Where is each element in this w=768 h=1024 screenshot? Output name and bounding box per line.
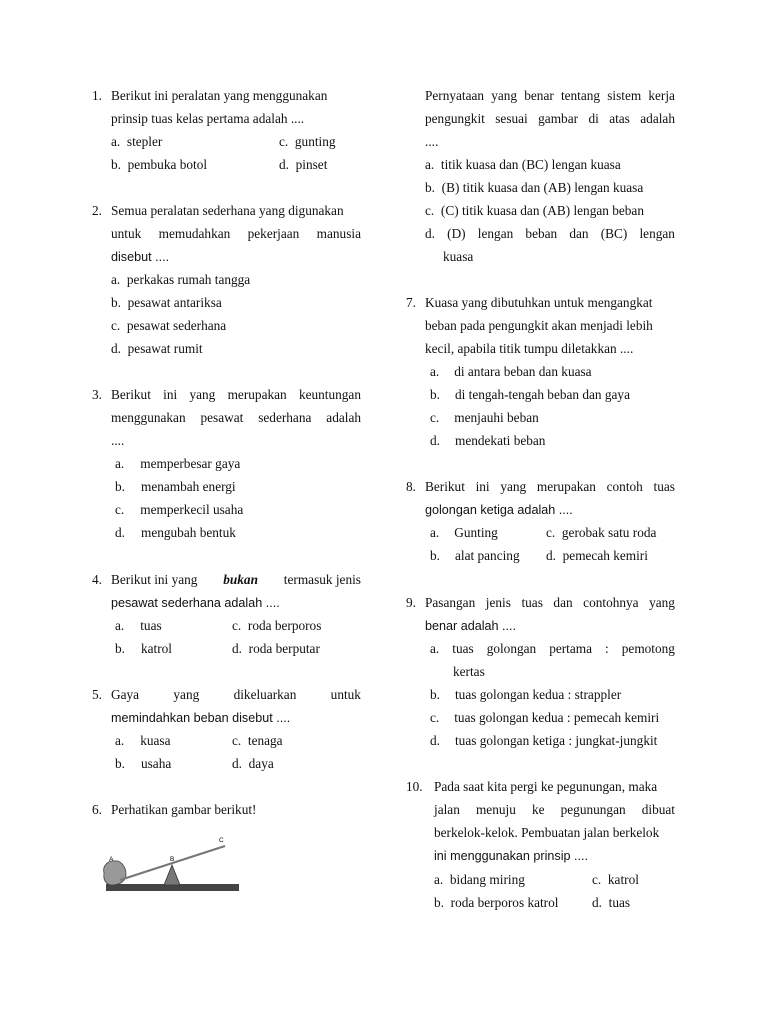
q9-option-a-continuation: kertas <box>453 664 485 679</box>
q6-option-a[interactable] <box>425 157 621 173</box>
q4-option-b[interactable] <box>115 641 172 657</box>
q6-option-c[interactable] <box>425 203 644 219</box>
option-letter: b. <box>430 387 440 402</box>
q9-stem-line1: Pasangan jenis tuas dan contohnya yang <box>425 595 675 610</box>
q10-number: 10. <box>406 779 423 794</box>
q10-option-d[interactable] <box>592 895 630 911</box>
q1-stem-line2: prinsip tuas kelas pertama adalah .... <box>111 111 305 126</box>
q4-stem-line1 <box>111 572 361 588</box>
option-letter: a. <box>434 872 444 887</box>
q8-number: 8. <box>406 479 416 494</box>
option-text: pemecah kemiri <box>562 548 648 563</box>
option-letter: c. <box>546 525 556 540</box>
option-text: tuas golongan kedua : pemecah kemiri <box>454 710 660 725</box>
label-b: B <box>170 856 175 863</box>
option-letter: b. <box>115 756 125 771</box>
option-text: memperkecil usaha <box>140 502 244 517</box>
option-letter: b. <box>430 687 440 702</box>
q9-option-c[interactable] <box>430 710 659 726</box>
rock-load <box>104 861 126 885</box>
q9-stem-line2: benar adalah .... <box>425 619 517 633</box>
option-text: gunting <box>294 134 336 149</box>
q10-stem-line1: Pada saat kita pergi ke pegunungan, maka <box>434 779 658 794</box>
q3-option-c[interactable] <box>115 502 243 518</box>
q6-stem-line3: pengungkit sesuai gambar di atas adalah <box>425 111 675 126</box>
q7-option-b[interactable] <box>430 387 630 403</box>
q7-option-c[interactable] <box>430 410 539 426</box>
q10-option-c[interactable] <box>592 872 639 888</box>
stem-word: yang <box>173 687 200 702</box>
q9-option-b[interactable] <box>430 687 621 703</box>
option-letter: b. <box>111 157 121 172</box>
q3-stem-line2: menggunakan pesawat sederhana adalah <box>111 410 361 425</box>
q4-stem-emphasis: bukan <box>223 572 258 587</box>
q5-stem-line1 <box>111 687 361 703</box>
q2-stem-line3: disebut .... <box>111 250 170 264</box>
q3-stem-line3: .... <box>111 433 125 448</box>
option-letter: a. <box>115 733 125 748</box>
fulcrum-triangle <box>164 865 180 885</box>
q3-stem-line1: Berikut ini yang merupakan keuntungan <box>111 387 361 402</box>
option-text: roda berporos <box>247 618 322 633</box>
q2-stem-line1: Semua peralatan sederhana yang digunakan <box>111 203 344 218</box>
q6-stem-line2: Pernyataan yang benar tentang sistem kerja <box>425 88 675 103</box>
q6-option-d-continuation: kuasa <box>443 249 474 264</box>
option-letter: b. <box>111 295 121 310</box>
q7-number: 7. <box>406 295 416 310</box>
option-letter: d. <box>425 226 435 241</box>
option-text: tenaga <box>247 733 283 748</box>
q8-stem-line1: Berikut ini yang merupakan contoh tuas <box>425 479 675 494</box>
q8-stem-line2: golongan ketiga adalah .... <box>425 503 573 517</box>
option-text: tuas <box>140 618 162 633</box>
option-letter: c. <box>279 134 289 149</box>
option-letter: a. <box>430 525 440 540</box>
option-letter: d. <box>430 433 440 448</box>
q10-option-a[interactable] <box>434 872 525 888</box>
q9-option-a[interactable]: a. tuas golongan pertama : pemotong <box>430 641 675 656</box>
option-text: roda berporos katrol <box>450 895 559 910</box>
q3-option-a[interactable] <box>115 456 240 472</box>
option-letter: a. <box>430 364 440 379</box>
option-text: tuas golongan kedua : strappler <box>454 687 622 702</box>
q4-number: 4. <box>92 572 102 587</box>
option-letter: b. <box>115 479 125 494</box>
q1-option-d[interactable] <box>279 157 327 173</box>
option-text: tuas golongan ketiga : jungkat-jungkit <box>454 733 658 748</box>
q7-option-d[interactable] <box>430 433 545 449</box>
stem-word: Gaya <box>111 687 140 702</box>
option-text: menambah energi <box>140 479 236 494</box>
label-c: C <box>219 837 224 844</box>
q4-stem-line2: pesawat sederhana adalah .... <box>111 596 280 610</box>
q1-option-b[interactable] <box>111 157 207 173</box>
option-letter: a. <box>115 618 125 633</box>
option-letter: b. <box>425 180 435 195</box>
q5-option-c[interactable] <box>232 733 283 749</box>
option-text: menjauhi beban <box>454 410 539 425</box>
option-text: katrol <box>607 872 639 887</box>
option-letter: b. <box>430 548 440 563</box>
q6-option-b[interactable] <box>425 180 643 196</box>
option-text: Gunting <box>454 525 498 540</box>
option-letter: b. <box>434 895 444 910</box>
q7-stem-line1: Kuasa yang dibutuhkan untuk mengangkat <box>425 295 653 310</box>
q7-stem-line3: kecil, apabila titik tumpu diletakkan .... <box>425 341 634 356</box>
option-letter: a. <box>425 157 435 172</box>
q4-option-c[interactable] <box>232 618 321 634</box>
option-text: alat pancing <box>454 548 520 563</box>
option-text: (B) titik kuasa dan (AB) lengan kuasa <box>441 180 644 195</box>
q6-stem-line1: Perhatikan gambar berikut! <box>111 802 257 817</box>
q2-number: 2. <box>92 203 102 218</box>
q6-number: 6. <box>92 802 102 817</box>
q4-stem-after: termasuk jenis <box>283 572 361 587</box>
option-letter: d. <box>430 733 440 748</box>
q5-option-d[interactable] <box>232 756 274 772</box>
q9-number: 9. <box>406 595 416 610</box>
lever-diagram <box>98 830 243 896</box>
q3-option-b[interactable] <box>115 479 236 495</box>
option-letter: c. <box>592 872 602 887</box>
q6-option-d[interactable]: d. (D) lengan beban dan (BC) lengan <box>425 226 675 241</box>
q5-option-a[interactable] <box>115 733 171 749</box>
option-text: perkakas rumah tangga <box>126 272 251 287</box>
option-text: stepler <box>126 134 163 149</box>
option-letter: a. <box>115 456 125 471</box>
q2-option-a[interactable] <box>111 272 250 288</box>
q8-option-b[interactable] <box>430 548 520 564</box>
option-letter: d. <box>115 525 125 540</box>
q5-option-b[interactable] <box>115 756 171 772</box>
q4-option-d[interactable] <box>232 641 320 657</box>
option-text: pembuka botol <box>127 157 208 172</box>
option-text: di antara beban dan kuasa <box>454 364 592 379</box>
option-letter: c. <box>430 410 440 425</box>
q6-stem-line4: .... <box>425 134 439 149</box>
option-text: roda berputar <box>248 641 320 656</box>
q2-stem-line2: untuk memudahkan pekerjaan manusia <box>111 226 361 241</box>
option-letter: d. <box>232 641 242 656</box>
q10-stem-line4: ini menggunakan prinsip .... <box>434 849 589 863</box>
q9-option-d[interactable] <box>430 733 657 749</box>
option-letter: a. <box>111 272 121 287</box>
q1-stem-line1: Berikut ini peralatan yang menggunakan <box>111 88 328 103</box>
option-letter: a. <box>111 134 121 149</box>
option-letter: c. <box>115 502 125 517</box>
q4-option-a[interactable] <box>115 618 162 634</box>
q7-stem-line2: beban pada pengungkit akan menjadi lebih <box>425 318 653 333</box>
option-letter: d. <box>546 548 556 563</box>
q2-option-b[interactable] <box>111 295 222 311</box>
q1-option-c[interactable] <box>279 134 336 150</box>
option-letter: a. <box>430 641 440 656</box>
option-text: mendekati beban <box>454 433 546 448</box>
q4-stem-before: Berikut ini yang <box>111 572 198 587</box>
option-text: gerobak satu roda <box>561 525 657 540</box>
q8-option-a[interactable] <box>430 525 498 541</box>
option-text: katrol <box>140 641 172 656</box>
option-text: tuas <box>608 895 631 910</box>
option-text: bidang miring <box>449 872 525 887</box>
option-letter: c. <box>425 203 435 218</box>
option-text: memperbesar gaya <box>140 456 241 471</box>
q5-stem-line2: memindahkan beban disebut .... <box>111 711 291 725</box>
option-letter: c. <box>430 710 440 725</box>
option-text: titik kuasa dan (BC) lengan kuasa <box>440 157 621 172</box>
q1-number: 1. <box>92 88 102 103</box>
option-letter: c. <box>232 733 242 748</box>
option-text: daya <box>248 756 274 771</box>
q8-option-c[interactable] <box>546 525 656 541</box>
q5-number: 5. <box>92 687 102 702</box>
stem-word: dikeluarkan <box>233 687 297 702</box>
q1-option-a[interactable] <box>111 134 162 150</box>
option-text: (C) titik kuasa dan (AB) lengan beban <box>440 203 644 218</box>
option-text: pesawat rumit <box>127 341 203 356</box>
option-letter: d. <box>279 157 289 172</box>
option-letter: c. <box>111 318 121 333</box>
option-text: pinset <box>295 157 328 172</box>
q10-stem-line3: berkelok-kelok. Pembuatan jalan berkelok <box>434 825 660 840</box>
option-text: pesawat sederhana <box>126 318 227 333</box>
option-text: di tengah-tengah beban dan gaya <box>454 387 630 402</box>
option-text: kuasa <box>140 733 171 748</box>
option-letter: b. <box>115 641 125 656</box>
option-text: usaha <box>140 756 172 771</box>
option-letter: d. <box>592 895 602 910</box>
q10-option-b[interactable] <box>434 895 558 911</box>
option-letter: d. <box>111 341 121 356</box>
q8-option-d[interactable] <box>546 548 648 564</box>
q3-option-d[interactable] <box>115 525 236 541</box>
q2-option-d[interactable] <box>111 341 203 357</box>
q7-option-a[interactable] <box>430 364 592 380</box>
option-text: pesawat antariksa <box>127 295 222 310</box>
option-letter: d. <box>232 756 242 771</box>
q10-stem-line2: jalan menuju ke pegunungan dibuat <box>434 802 675 817</box>
q3-number: 3. <box>92 387 102 402</box>
option-text: mengubah bentuk <box>140 525 236 540</box>
option-letter: c. <box>232 618 242 633</box>
q2-option-c[interactable] <box>111 318 226 334</box>
label-a: A <box>109 856 114 863</box>
stem-word: untuk <box>330 687 361 702</box>
